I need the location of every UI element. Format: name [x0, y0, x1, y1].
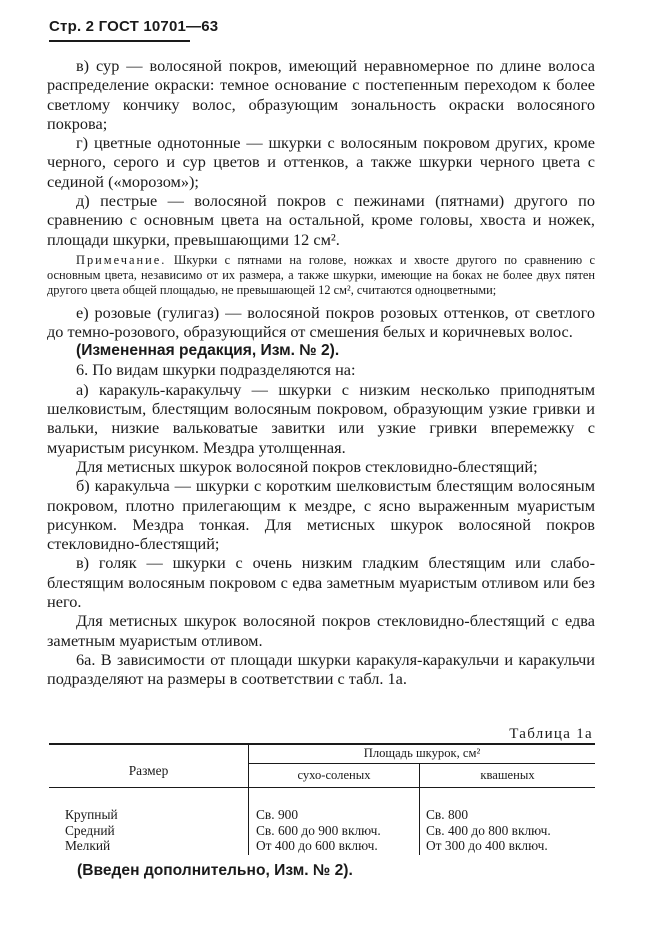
paragraph-metis-1: Для метисных шкурок волосяной покров стекловидно-блестящий;: [76, 456, 538, 476]
footer-note: (Введен дополнительно, Изм. № 2).: [77, 862, 353, 879]
header-dry: сухо-соленых: [297, 768, 371, 782]
row-dry-3: От 400 до 600 включ.: [256, 838, 378, 853]
paragraph-golyak: в) голяк — шкурки с очень низким гладким блестящим или слабо-блестящим волосяным покровом с едва заметным муаристым отливом или без него.: [47, 553, 595, 612]
paragraph-karakulcha: б) каракульча — шкурки с коротким шелковистым блестящим волосяным покровом, плотно прилегающим к мездре, с ясно выраженным муаристым рисунком. Мездра тонкая. Для метисных шкурок волосяной покров стекловидно-блестящий;: [47, 476, 595, 554]
note: [47, 253, 595, 299]
table-top-rule: [49, 743, 595, 745]
table-caption: Таблица 1а: [509, 726, 593, 742]
row-wet-2: Св. 400 до 800 включ.: [426, 823, 551, 838]
paragraph-spotted: д) пестрые — волосяной покров с пежинами (пятнами) другого по сравнению с основным цвета на остальной, кроме головы, хвоста и ножек, площади шкурки, превышающими 12 см².: [47, 191, 595, 249]
header-size: Размер: [128, 763, 169, 778]
paragraph-sur: в) сур — волосяной покров, имеющий неравномерное по длине волоса распределение окраски: темное основание с постепенным переходом к более светлому кончику волос, образующим зональность окраски волосяного покрова;: [47, 56, 595, 133]
table-header-rule: [49, 787, 595, 788]
document-body: [47, 56, 595, 689]
row-wet-1: Св. 800: [426, 807, 469, 822]
header-area: Площадь шкурок, см²: [363, 746, 481, 760]
edit-note: (Измененная редакция, Изм. № 2).: [76, 342, 340, 360]
paragraph-sizes: 6а. В зависимости от площади шкурки каракуля-каракульчи и каракульчи подразделяют на размеры в соответствии с табл. 1а.: [47, 649, 595, 689]
paragraph-metis-2: Для метисных шкурок волосяной покров стекловидно-блестящий с едва заметным муаристым отливом.: [47, 611, 595, 650]
header-rule: [49, 40, 190, 42]
note-label: Примечание.: [76, 252, 167, 267]
paragraph-karakul: а) каракуль-каракульчу — шкурки с низким несколько приподнятым шелковистым, блестящим волосяным покровом, образующим узкие гривки и вальки, низкие вальковатые завитки или узкие гривки вперемежку с муаристым рисунком. Мездра утолщенная.: [47, 379, 595, 457]
row-size-2: Средний: [65, 823, 115, 838]
row-wet-3: От 300 до 400 включ.: [426, 838, 548, 853]
paragraph-pink: е) розовые (гулигаз) — волосяной покров розовых оттенков, от светлого до темно-розового, образующийся от смешения белых и коричневых волос.: [47, 302, 595, 341]
row-size-3: Мелкий: [65, 838, 111, 853]
row-dry-1: Св. 900: [256, 807, 299, 822]
table-sub-rule: [248, 763, 595, 764]
row-dry-2: Св. 600 до 900 включ.: [256, 823, 381, 838]
paragraph-colored: г) цветные однотонные — шкурки с волосяным покровом других, кроме черного, серого и сур цветов и оттенков, а также шкурки черного цвета с сединой («морозом»);: [47, 133, 595, 191]
paragraph-types: 6. По видам шкурки подразделяются на:: [76, 360, 356, 380]
size-table: [49, 743, 595, 855]
header-wet: квашеных: [480, 768, 535, 782]
page-header: Стр. 2 ГОСТ 10701—63: [49, 18, 219, 35]
note-text: Шкурки с пятнами на голове, ножках и хвосте другого по сравнению с основным цвета, независимо от их размера, а также шкурки, имеющие на боках не более двух пятен другого цвета общей площадью, не превышающей 12 см², считаются одноцветными;: [47, 252, 595, 298]
row-size-1: Крупный: [65, 807, 118, 822]
